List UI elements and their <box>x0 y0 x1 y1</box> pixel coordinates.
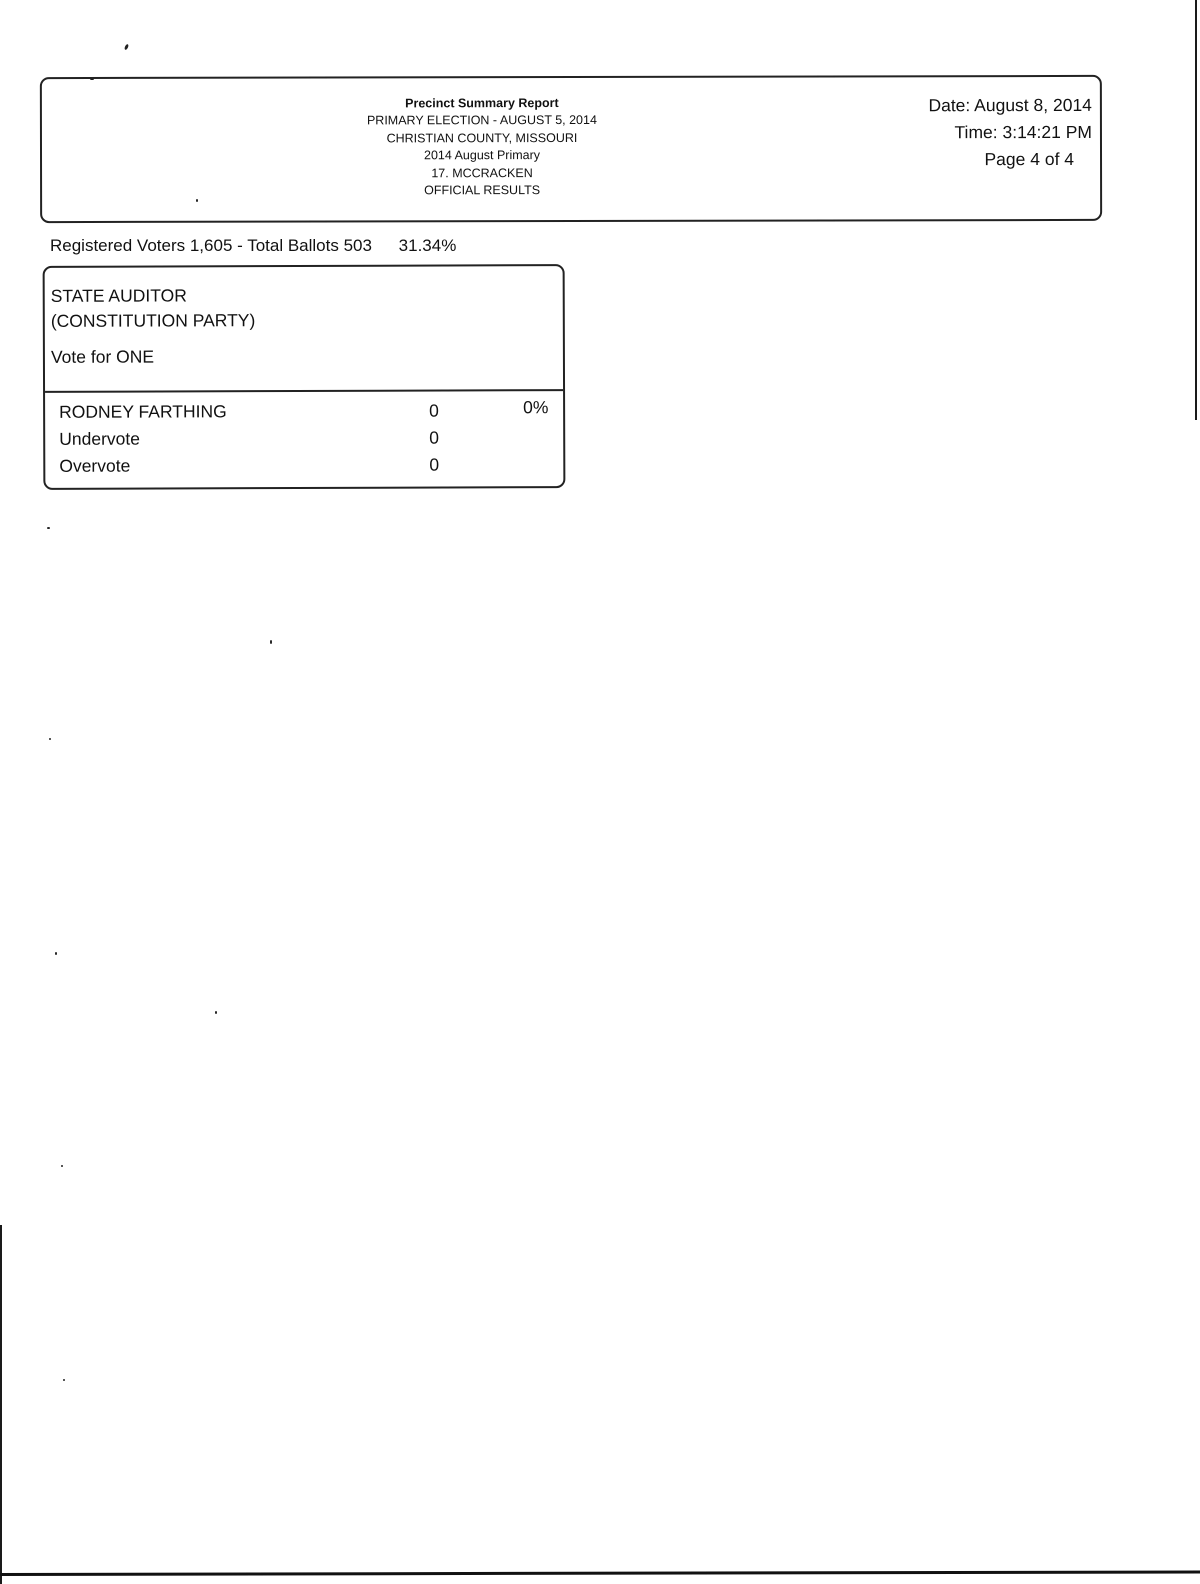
precinct-name: 17. MCCRACKEN <box>431 165 533 180</box>
report-time: Time: 3:14:21 PM <box>954 121 1092 143</box>
contest-state-auditor <box>43 264 566 490</box>
result-row <box>59 454 559 483</box>
candidate-name: Undervote <box>59 428 140 449</box>
scan-speck <box>61 1165 63 1167</box>
contest-party: (CONSTITUTION PARTY) <box>50 310 256 331</box>
candidate-name: RODNEY FARTHING <box>59 401 227 422</box>
contest-office: STATE AUDITOR <box>50 285 187 306</box>
contest-vote-for: Vote for ONE <box>50 346 155 367</box>
voter-summary <box>50 236 456 256</box>
vote-count: 0 <box>429 454 440 475</box>
results-status: OFFICIAL RESULTS <box>424 183 541 198</box>
scan-speck <box>63 1379 65 1381</box>
vote-count: 0 <box>429 400 439 421</box>
county-name: CHRISTIAN COUNTY, MISSOURI <box>386 130 578 146</box>
scan-speck <box>270 640 272 644</box>
report-header-meta <box>872 92 1092 173</box>
contest-results <box>59 397 559 483</box>
scan-speck <box>215 1011 217 1014</box>
scan-edge-right <box>1195 0 1197 420</box>
voter-summary-text: Registered Voters 1,605 - Total Ballots 503 <box>50 236 372 255</box>
scan-speck <box>55 952 57 955</box>
candidate-name: Overvote <box>59 455 131 476</box>
scan-speck <box>124 44 129 51</box>
report-title: Precinct Summary Report <box>405 96 559 111</box>
vote-count: 0 <box>429 427 439 448</box>
contest-divider <box>45 389 563 393</box>
report-header <box>40 75 1102 223</box>
vote-percent: 0% <box>523 397 549 418</box>
election-title: PRIMARY ELECTION - AUGUST 5, 2014 <box>366 113 597 128</box>
contest-heading <box>51 283 256 334</box>
scan-speck <box>90 78 94 80</box>
result-row <box>59 397 559 429</box>
scan-speck <box>49 738 51 740</box>
result-row <box>59 427 559 456</box>
turnout-percent: 31.34% <box>398 236 457 255</box>
scan-speck <box>196 199 198 202</box>
page-number: Page 4 of 4 <box>984 148 1075 170</box>
report-header-center <box>342 95 622 200</box>
scan-edge-bottom <box>0 1570 1200 1576</box>
scan-edge-left <box>0 1225 2 1584</box>
election-name: 2014 August Primary <box>423 148 541 163</box>
report-date: Date: August 8, 2014 <box>928 94 1092 116</box>
scan-speck <box>47 527 50 529</box>
